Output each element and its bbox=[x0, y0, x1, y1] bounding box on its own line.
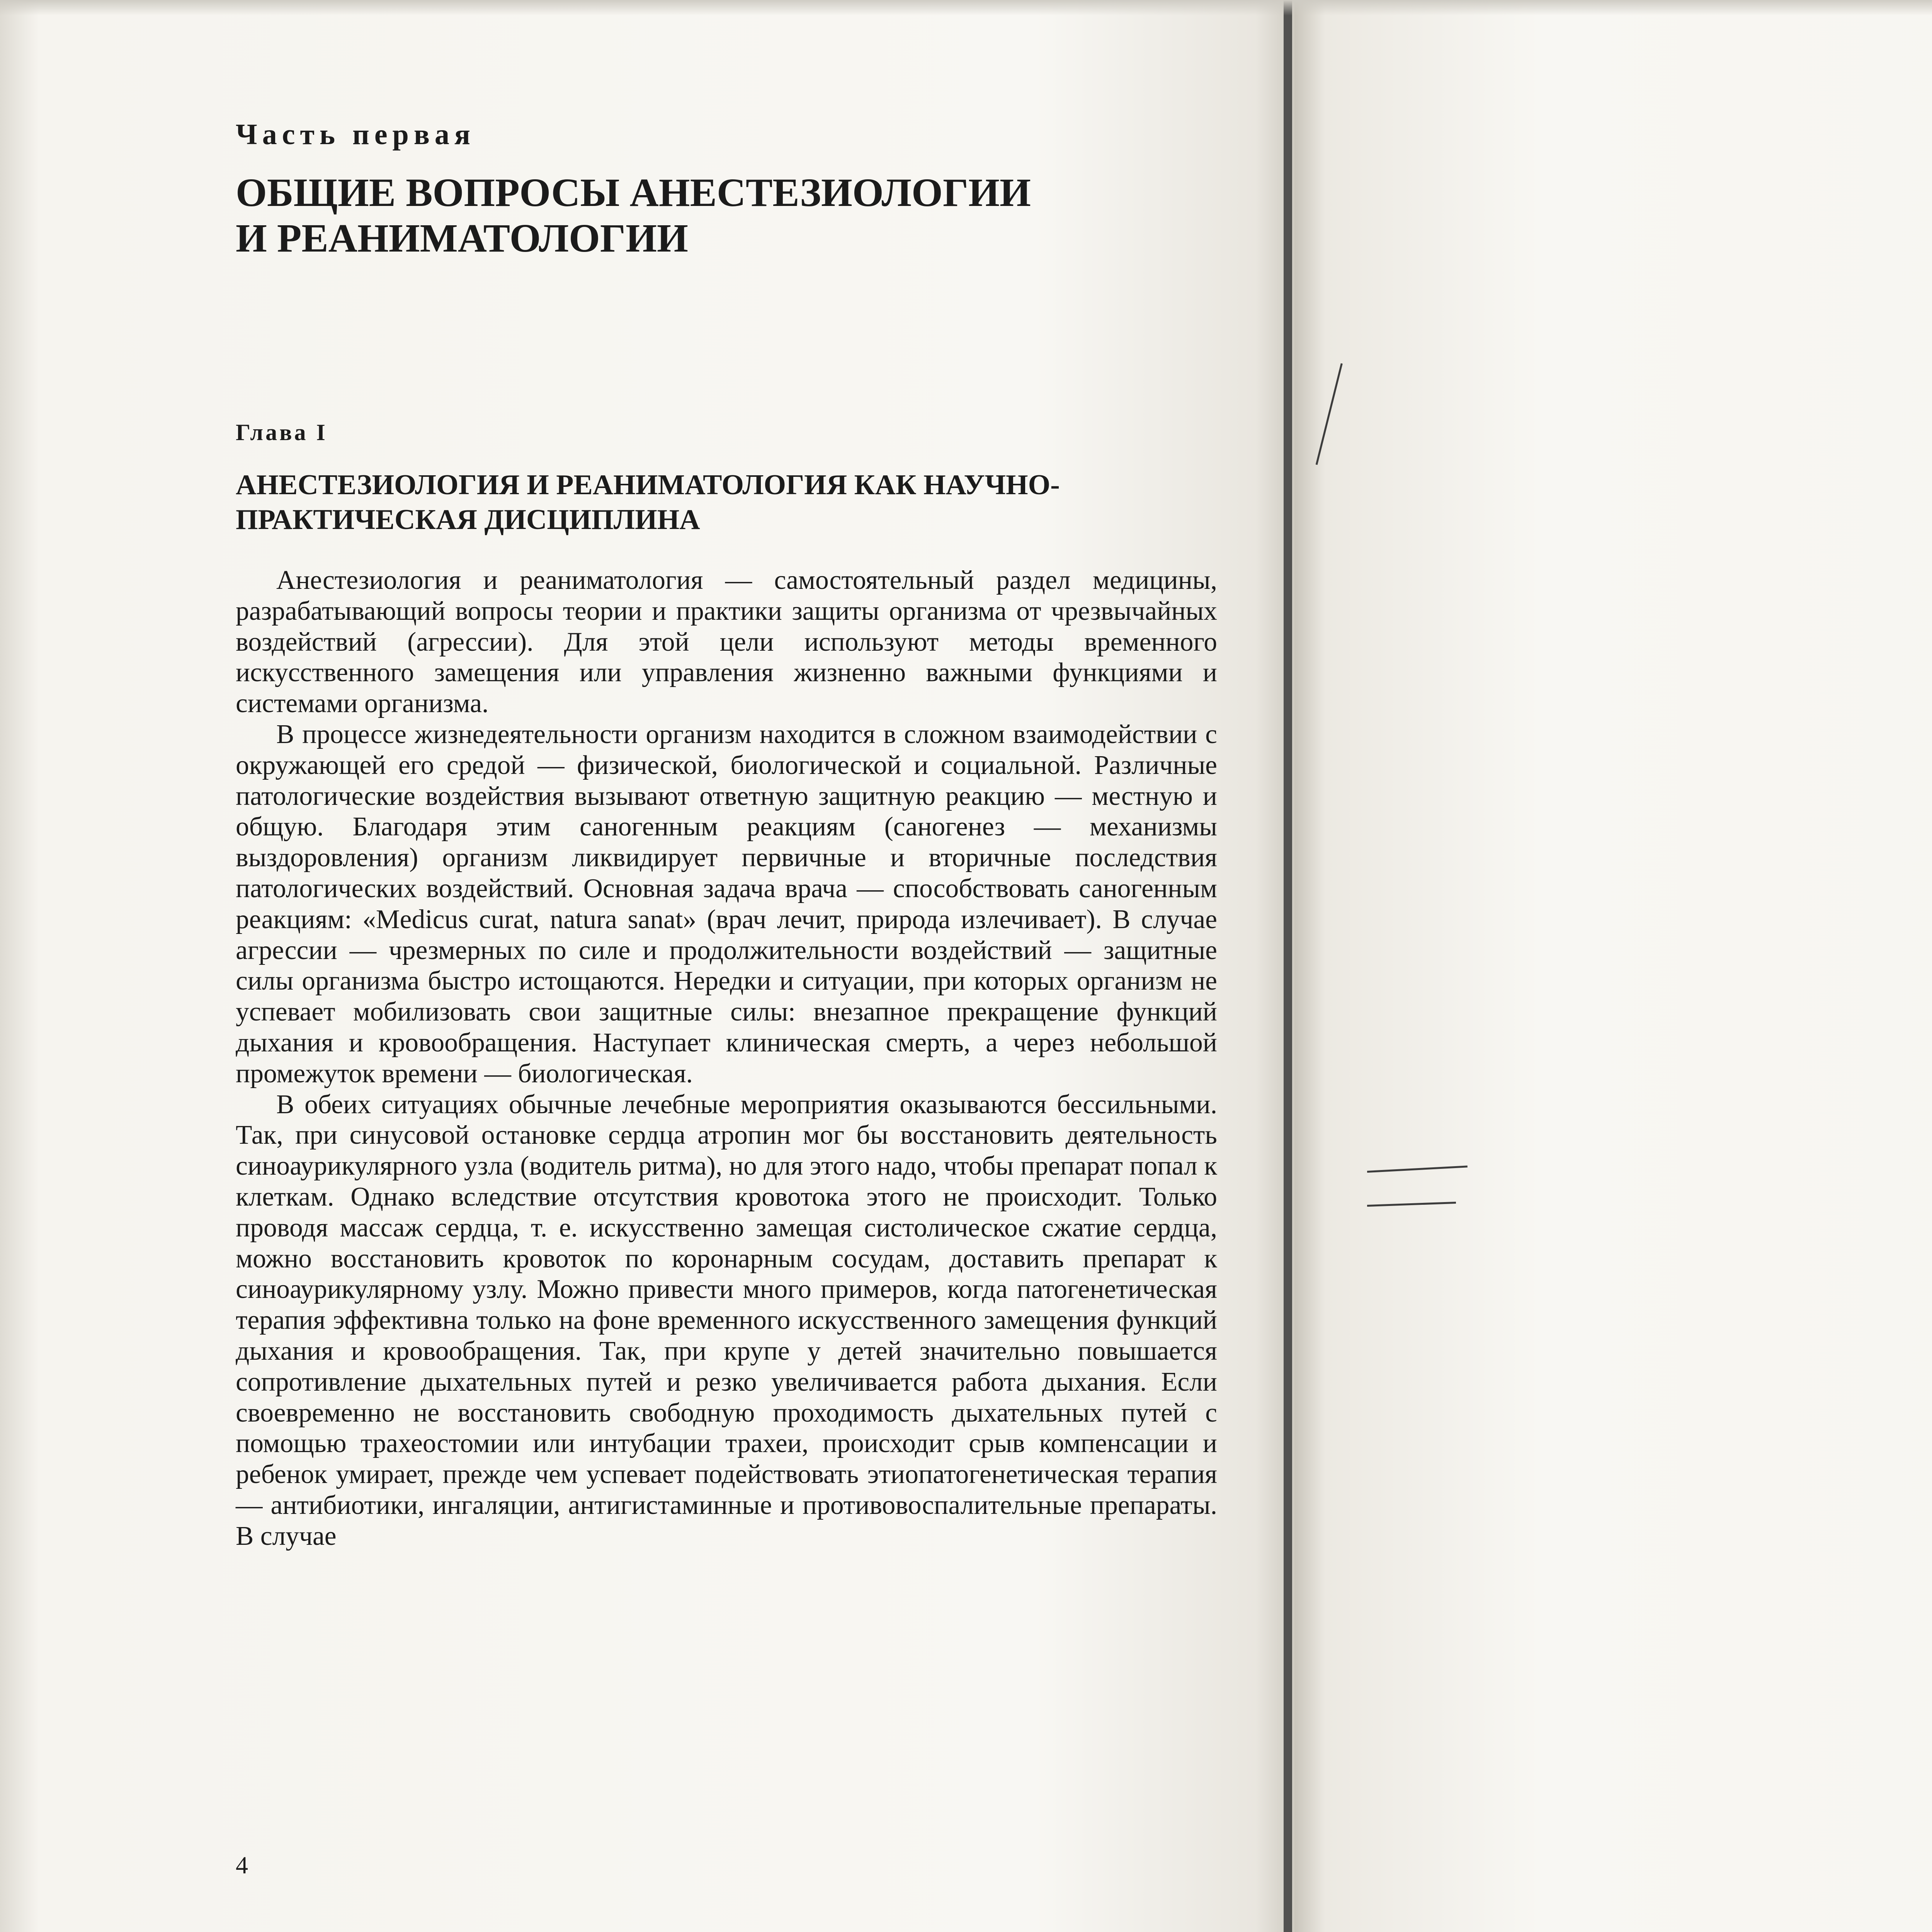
chapter-title bbox=[236, 468, 1240, 537]
part-label: Часть первая bbox=[236, 118, 475, 151]
chapter-label: Глава I bbox=[236, 420, 328, 445]
book-gutter bbox=[1284, 0, 1292, 1932]
left-body-text bbox=[236, 565, 1217, 1552]
paragraph: Анестезиология и реаниматология — самостоятельный раздел медицины, разрабатывающий вопросы теории и практики защиты организма от чрезвычайных воздействий (агрессии). Для этой цели используют методы временного искусственного замещения или управления жизненно важными функциями и системами организма. bbox=[236, 565, 1217, 719]
chapter-title-line: ПРАКТИЧЕСКАЯ ДИСЦИПЛИНА bbox=[236, 504, 700, 536]
chapter-title-line: АНЕСТЕЗИОЛОГИЯ И РЕАНИМАТОЛОГИЯ КАК НАУЧНО- bbox=[236, 469, 1060, 501]
paragraph: В обеих ситуациях обычные лечебные мероприятия оказываются бессильными. Так, при синусовой остановке сердца атропин мог бы восстановить деятельность синоаурикулярного узла (водитель ритма), но для этого надо, чтобы препарат попал к клеткам. Однако вследствие отсутствия кровотока этого не происходит. Только проводя массаж сердца, т. е. искусственно замещая систолическое сжатие сердца, можно восстановить кровоток по коронарным сосудам, доставить препарат к синоаурикулярному узлу. Можно привести много примеров, когда патогенетическая терапия эффективна только на фоне временного искусственного замещения функций дыхания и кровообращения. Так, при крупе у детей значительно повышается сопротивление дыхательных путей и резко увеличивается работа дыхания. Если своевременно не восстановить свободную проходимость дыхательных путей с помощью трахеостомии или интубации трахеи, происходит срыв компенсации и ребенок умирает, прежде чем успевает подействовать этиопатогенетическая терапия — антибиотики, ингаляции, антигистаминные и противовоспалительные препараты. В случае bbox=[236, 1089, 1217, 1551]
right-page bbox=[1294, 0, 1932, 1932]
part-title bbox=[236, 170, 1202, 261]
part-title-line: ОБЩИЕ ВОПРОСЫ АНЕСТЕЗИОЛОГИИ bbox=[236, 170, 1031, 215]
paragraph: В процессе жизнедеятельности организм находится в сложном взаимодействии с окружающей его средой — физической, биологической и социальной. Различные патологические воздействия вызывают ответную защитную реакцию — местную и общую. Благодаря этим саногенным реакциям (саногенез — механизмы выздоровления) организм ликвидирует первичные и вторичные последствия патологических воздействий. Основная задача врача — способствовать саногенным реакциям: «Medicus curat, natura sanat» (врач лечит, природа излечивает). В случае агрессии — чрезмерных по силе и продолжительности воздействий — защитные силы организма быстро истощаются. Нередки и ситуации, при которых организм не успевает мобилизовать свои защитные силы: внезапное прекращение функций дыхания и кровообращения. Наступает клиническая смерть, а через небольшой промежуток времени — биологическая. bbox=[236, 719, 1217, 1088]
page-number-left: 4 bbox=[236, 1851, 248, 1879]
part-title-line: И РЕАНИМАТОЛОГИИ bbox=[236, 216, 688, 260]
scan-shadow bbox=[0, 0, 1932, 15]
